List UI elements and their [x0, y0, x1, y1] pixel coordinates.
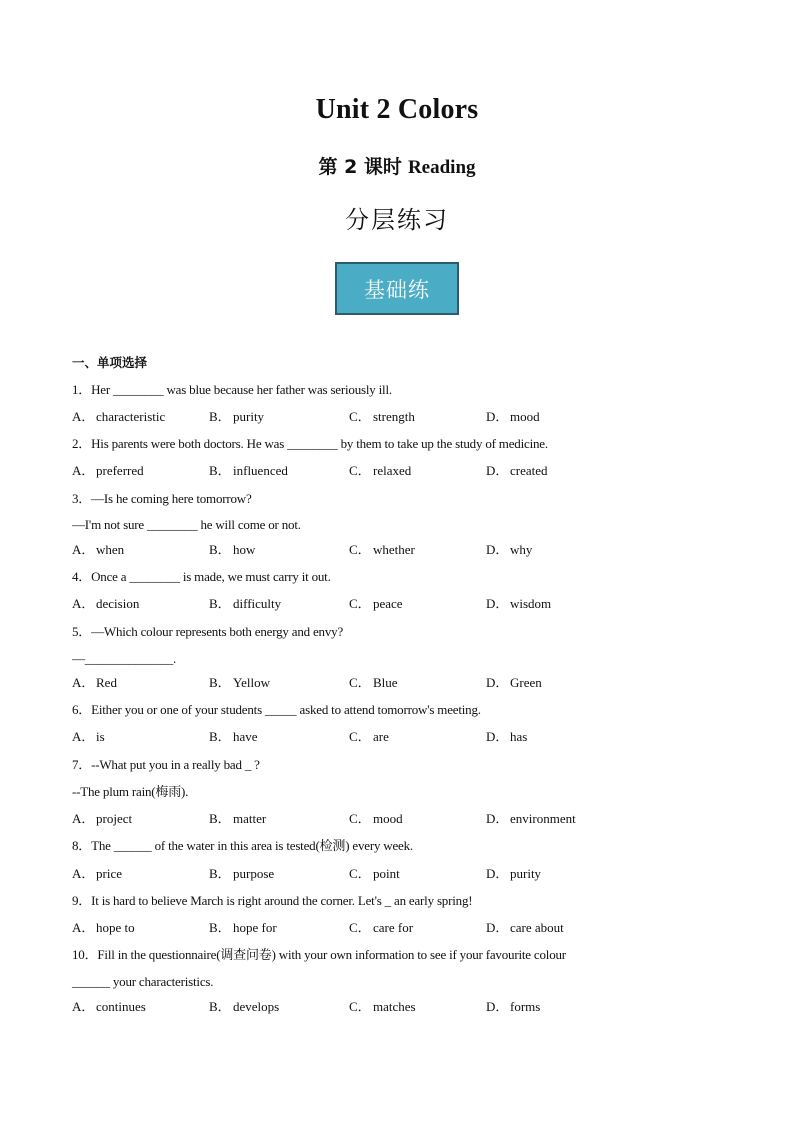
- option-d: D． purity: [486, 866, 542, 881]
- question-2-options: [72, 463, 632, 479]
- lesson-subtitle: [0, 152, 794, 179]
- option-b: B． have: [209, 729, 258, 744]
- level-badge: 基础练: [335, 262, 459, 315]
- question-2-stem: 2．His parents were both doctors. He was ________ by them to take up the study of medicine.: [72, 436, 548, 451]
- question-7-stem: 7．--What put you in a really bad _ ?: [72, 757, 260, 772]
- option-a: A． is: [72, 729, 105, 744]
- question-6-options: [72, 729, 632, 745]
- option-a: A． Red: [72, 675, 117, 690]
- question-1-options: [72, 409, 632, 425]
- option-d: D． Green: [486, 675, 542, 690]
- option-c: C． strength: [349, 409, 415, 424]
- option-c: C． are: [349, 729, 389, 744]
- option-a: A． characteristic: [72, 409, 166, 424]
- option-d: D． mood: [486, 409, 540, 424]
- question-3-stem-line-2: —I'm not sure ________ he will come or not.: [72, 517, 301, 532]
- question-5-options: [72, 675, 632, 691]
- question-7-options: [72, 811, 632, 827]
- question-4-stem: 4．Once a ________ is made, we must carry it out.: [72, 569, 331, 584]
- option-b: B． Yellow: [209, 675, 270, 690]
- question-8-stem: 8．The ______ of the water in this area is tested(检测) every week.: [72, 838, 413, 853]
- option-b: B． purity: [209, 409, 265, 424]
- option-b: B． hope for: [209, 920, 277, 935]
- section-title: 分层练习: [345, 206, 449, 234]
- question-10-stem-line-2: ______ your characteristics.: [72, 974, 214, 989]
- option-b: B． develops: [209, 999, 280, 1014]
- question-4-options: [72, 596, 632, 612]
- option-b: B． how: [209, 542, 256, 557]
- question-7-stem-line-2: --The plum rain(梅雨).: [72, 784, 189, 799]
- lesson-name: Reading: [407, 157, 476, 178]
- option-d: D． forms: [486, 999, 541, 1014]
- option-a: A． continues: [72, 999, 146, 1014]
- question-9-stem: 9．It is hard to believe March is right around the corner. Let's _ an early spring!: [72, 893, 473, 908]
- question-6-stem: 6．Either you or one of your students _____ asked to attend tomorrow's meeting.: [72, 702, 481, 717]
- page-title: Unit 2 Colors: [315, 94, 479, 125]
- question-3-stem: 3．—Is he coming here tomorrow?: [72, 491, 252, 506]
- question-3-options: [72, 542, 632, 558]
- question-5-stem-line-2: —______________.: [72, 651, 177, 666]
- option-d: D． care about: [486, 920, 564, 935]
- option-c: C． whether: [349, 542, 415, 557]
- option-a: A． project: [72, 811, 133, 826]
- option-c: C． point: [349, 866, 400, 881]
- option-c: C． peace: [349, 596, 403, 611]
- option-d: D． created: [486, 463, 548, 478]
- question-9-options: [72, 920, 632, 936]
- question-8-options: [72, 866, 632, 882]
- option-c: C． relaxed: [349, 463, 412, 478]
- option-a: A． hope to: [72, 920, 135, 935]
- option-a: A． decision: [72, 596, 140, 611]
- option-b: B． purpose: [209, 866, 275, 881]
- option-d: D． environment: [486, 811, 576, 826]
- option-a: A． preferred: [72, 463, 144, 478]
- option-d: D． why: [486, 542, 533, 557]
- option-b: B． influenced: [209, 463, 288, 478]
- question-1-stem: 1．Her ________ was blue because her father was seriously ill.: [72, 382, 392, 397]
- question-10-stem: 10．Fill in the questionnaire(调查问卷) with your own information to see if your favourite colour: [72, 947, 566, 962]
- option-c: C． care for: [349, 920, 414, 935]
- option-a: A． when: [72, 542, 125, 557]
- part-heading: 一、单项选择: [72, 355, 148, 370]
- option-c: C． Blue: [349, 675, 398, 690]
- option-c: C． matches: [349, 999, 416, 1014]
- option-b: B． matter: [209, 811, 267, 826]
- lesson-number: 第 2 课时: [318, 156, 402, 178]
- option-c: C． mood: [349, 811, 403, 826]
- question-10-options: [72, 999, 632, 1015]
- option-d: D． wisdom: [486, 596, 552, 611]
- option-d: D． has: [486, 729, 528, 744]
- option-a: A． price: [72, 866, 122, 881]
- question-5-stem: 5．—Which colour represents both energy and envy?: [72, 624, 344, 639]
- option-b: B． difficulty: [209, 596, 282, 611]
